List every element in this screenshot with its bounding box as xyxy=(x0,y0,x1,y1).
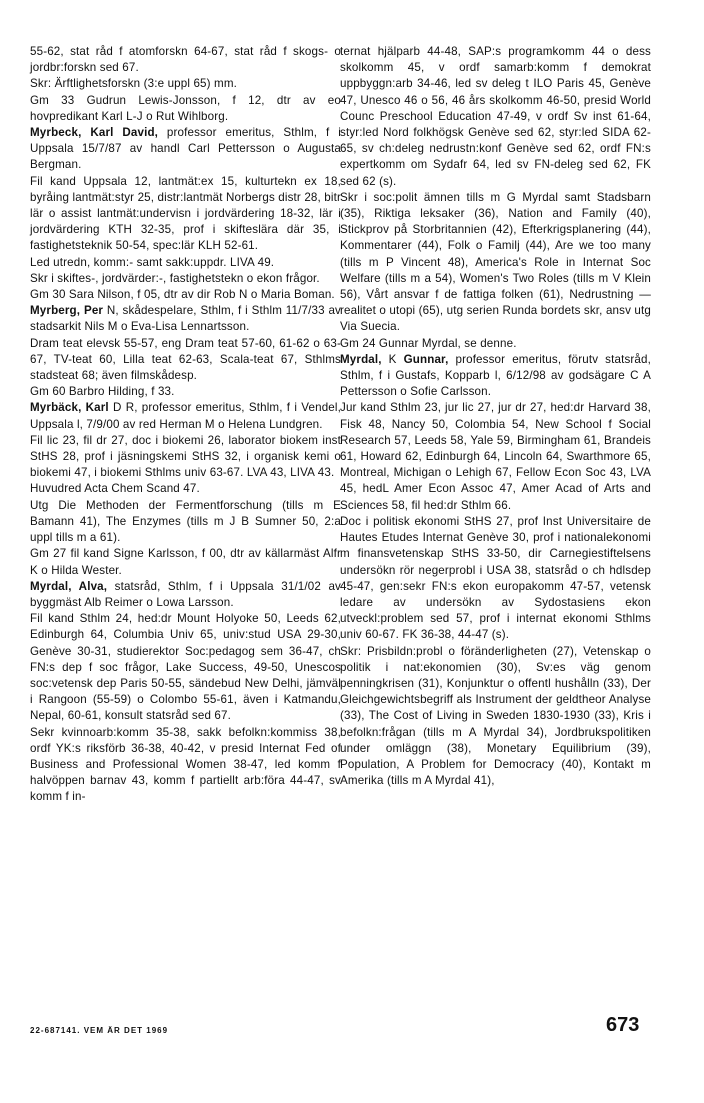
entry-text: Skr: Ärftlighetsforskn (3:e uppl 65) mm. xyxy=(30,77,238,91)
entry-text: Gm 60 Barbro Hilding, f 33. xyxy=(30,385,175,399)
entry-paragraph xyxy=(30,255,341,271)
entry-text: 55-62, stat råd f atomforskn 64-67, stat råd f skogs- o jordbr:forskn sed 67. xyxy=(30,45,341,75)
entry-name: Myrdal, Alva, xyxy=(30,579,108,593)
entry-paragraph xyxy=(30,433,341,482)
entry-paragraph xyxy=(30,271,341,287)
entry-text: ternat hjälparb 44-48, SAP:s programkomm 44 o dess skolkomm 45, v ordf samarb:komm f demokrat uppbyggn:arb 34-46, led sv deleg t ILO Paris 45, Genève 47, Unesco 46 o 56, 46 års skolkomm 46-50, presid World Counc Preschool Education 47-49, v ordf Sv inst 61-64, styr:led Nord folkhögsk Genève sed 62, styr:led SIDA 62-65, sv ch:deleg nedrustn:konf Genève sed 62, ordf FN:s expertkomm om Sydafr 64, led sv FN-deleg sed 62, FK sed 62 (s). xyxy=(340,45,651,188)
entry-paragraph xyxy=(340,336,651,352)
entry-paragraph xyxy=(30,384,341,400)
entry-paragraph xyxy=(30,44,341,76)
entry-text: Fil lic 23, fil dr 27, doc i biokemi 26, laborator biokem inst StHS 28, prof i jäsningskemi StHS 32, i organisk kemi o biokemi 47, i biokemi Sthlms univ 63-67. LVA 43, LIVA 43. xyxy=(30,433,341,480)
entry-text: Utg Die Methoden der Fermentforschung (tills m E Bamann 41), The Enzymes (tills m J B Sumner 50, 2:a uppl tills m a 61). xyxy=(30,498,341,545)
entry-text: professor emeritus, Sthlm, f i Uppsala 15/7/87 av handl Carl Pettersson o Augusta Bergman. xyxy=(30,126,341,172)
entry-text: D R, professor emeritus, Sthlm, f i Vendel, Uppsala l, 7/9/00 av red Herman M o Helena Lundgren. xyxy=(30,401,341,431)
entry-name: Myrbäck, Karl xyxy=(30,401,109,415)
entry-paragraph xyxy=(30,725,341,806)
entry-text: Gm 33 Gudrun Lewis-Jonsson, f 12, dtr av eo hovpredikant Karl L-J o Rut Wihlborg. xyxy=(30,93,341,123)
entry-paragraph xyxy=(30,93,341,125)
entry-text: Skr: Prisbildn:probl o föränderligheten (27), Vetenskap o politik i nat:ekonomien (30), Sv:es väg genom penningkrisen (31), Konjunktur o offentl hushålln (33), Der Gleichgewichtsbegriff als Instrument der geldtheor Analyse (33), The Cost of Living in Sweden 1830-1930 (33), Kris i befolkn:frågan (tills m A Myrdal 34), Jordbrukspolitiken under omläggn (38), Monetary Equilibrium (39), Population, A Problem for Democracy (40), Kontakt m Amerika (tills m A Myrdal 41), xyxy=(340,644,651,788)
footer-print-code: 22-687141. VEM ÄR DET 1969 xyxy=(30,1026,169,1035)
entry-text: Gm 30 Sara Nilson, f 05, dtr av dir Rob N o Maria Boman. xyxy=(30,288,335,302)
entry-paragraph xyxy=(30,611,341,724)
entry-text: Doc i politisk ekonomi StHS 27, prof Inst Universitaire de Hautes Etudes Internat Genève 30, prof i nationalekonomi m finansvetenskap StHS 33-50, dir Carnegiestiftelsens undersökn rör negerprobl i USA 38, statsråd o ch hdlsdep 45-47, gen:sekr FN:s ekon europakomm 47-57, vetensk ledare av undersökn av Sydostasiens ekon utveckl:problem sed 57, prof i internat ekonomi Sthlms univ 60-67. FK 36-38, 44-47 (s). xyxy=(340,514,651,642)
biography-entry xyxy=(30,400,341,432)
entry-text: Gm 27 fil kand Signe Karlsson, f 00, dtr av källarmäst Alfr K o Hilda Wester. xyxy=(30,547,341,577)
entry-text: Led utredn, komm:- samt sakk:uppdr. LIVA 49. xyxy=(30,255,275,269)
left-column xyxy=(30,44,341,806)
entry-text-continued: professor emeritus, förutv statsråd, Sthlm, f i Gustafs, Kopparb l, 6/12/98 av godsägare C A Pettersson o Sofie Carlsson. xyxy=(340,352,651,399)
entry-text: K xyxy=(381,352,404,366)
entry-name: Myrbeck, Karl David, xyxy=(30,126,159,140)
entry-paragraph xyxy=(30,546,341,578)
entry-text: Skr i skiftes-, jordvärder:-, fastighetstekn o ekon frågor. xyxy=(30,271,320,285)
entry-name-secondary: Gunnar, xyxy=(403,352,449,366)
biography-entry xyxy=(340,352,651,401)
entry-paragraph xyxy=(340,514,651,644)
entry-paragraph xyxy=(340,400,651,513)
right-column xyxy=(340,44,651,789)
entry-text: Jur kand Sthlm 23, jur lic 27, jur dr 27, hed:dr Harvard 38, Fisk 48, Nancy 50, Colombia 54, New School f Social Research 57, Leeds 58, Yale 59, Birmingham 61, Brandeis 61, Howard 62, Edinburgh 64, Lincoln 64, Swarthmore 65, Montreal, Michigan o Lehigh 67, Fellow Econ Soc 43, LVA 45, hedL Amer Econ Assoc 47, Amer Acad of Arts and Sciences 58, fil hed:dr Sthlm 66. xyxy=(340,401,651,512)
entry-text: Sekr kvinnoarb:komm 35-38, sakk befolkn:kommiss 38, ordf YK:s riksförb 36-38, 40-42, v presid Internat Fed of Business and Professional Women 38-47, led komm f halvöppen barnav 43, komm f partiellt arb:föra 44-47, sv komm f in- xyxy=(30,725,341,804)
entry-paragraph xyxy=(30,498,341,547)
entry-paragraph xyxy=(340,644,651,790)
entry-paragraph xyxy=(30,481,341,497)
entry-text: Fil kand Sthlm 24, hed:dr Mount Holyoke 50, Leeds 62, Edinburgh 64, Columbia Univ 65, univ:stud USA 29-30, Genève 30-31, studierektor Soc:pedagog sem 36-47, ch FN:s dep f soc frågor, Lake Success, 49-50, Unescos soc:vetensk dep Paris 50-55, sändebud New Delhi, jämväl i Rangoon (55-59) o Colombo 55-61, även i Katmandu, Nepal, 60-61, konsult statsråd sed 67. xyxy=(30,612,341,723)
entry-text: Fil kand Uppsala 12, lantmät:ex 15, kulturtekn ex 18, byråing lantmät:styr 25, distr:lantmät Norbergs distr 28, bitr lär o assist lantmät:undervisn i jordvärdering 18-32, lär i jordvärdering KTH 32-35, prof i skifteslära där 35, i fastighetsteknik 50-54, spec:lär KLH 52-61. xyxy=(30,174,341,253)
entry-name: Myrdal, xyxy=(340,352,382,366)
entry-paragraph xyxy=(30,174,341,255)
entry-text: Gm 24 Gunnar Myrdal, se denne. xyxy=(340,336,517,350)
entry-name: Myrberg, Per xyxy=(30,304,104,318)
biography-entry xyxy=(30,303,341,335)
biography-entry xyxy=(30,579,341,611)
entry-text: Skr i soc:polit ämnen tills m G Myrdal samt Stadsbarn (35), Riktiga leksaker (36), Nation and Family (40), Stickprov på Storbritannien (42), Efterkrigsplanering (44), Kommentarer (44), Folk o Familj (44), Are we too many (tills m P Vincent 48), America's Role in Internat Soc Welfare (tills m a 54), Women's Two Roles (tills m V Klein 56), Vårt ansvar f de fattiga folken (61), Nedrustning — realitet o utopi (65), utg serien Runda bordets skr, ansv utg Via Suecia. xyxy=(340,190,651,334)
entry-text: Dram teat elevsk 55-57, eng Dram teat 57-60, 61-62 o 63-67, TV-teat 60, Lilla teat 62-63, Scala-teat 67, Sthlms stadsteat 68; även filmskådesp. xyxy=(30,336,341,383)
biography-entry xyxy=(30,125,341,174)
entry-text: N, skådespelare, Sthlm, f i Sthlm 11/7/33 av stadsarkit Nils M o Eva-Lisa Lennartsson. xyxy=(30,304,341,334)
entry-text: Huvudred Acta Chem Scand 47. xyxy=(30,482,200,496)
entry-paragraph xyxy=(30,76,341,92)
entry-text: statsråd, Sthlm, f i Uppsala 31/1/02 av byggmäst Alb Reimer o Lowa Larsson. xyxy=(30,579,341,609)
entry-paragraph xyxy=(30,287,341,303)
entry-paragraph xyxy=(30,336,341,385)
entry-paragraph xyxy=(340,44,651,190)
entry-paragraph xyxy=(340,190,651,336)
page-number: 673 xyxy=(606,1014,640,1036)
